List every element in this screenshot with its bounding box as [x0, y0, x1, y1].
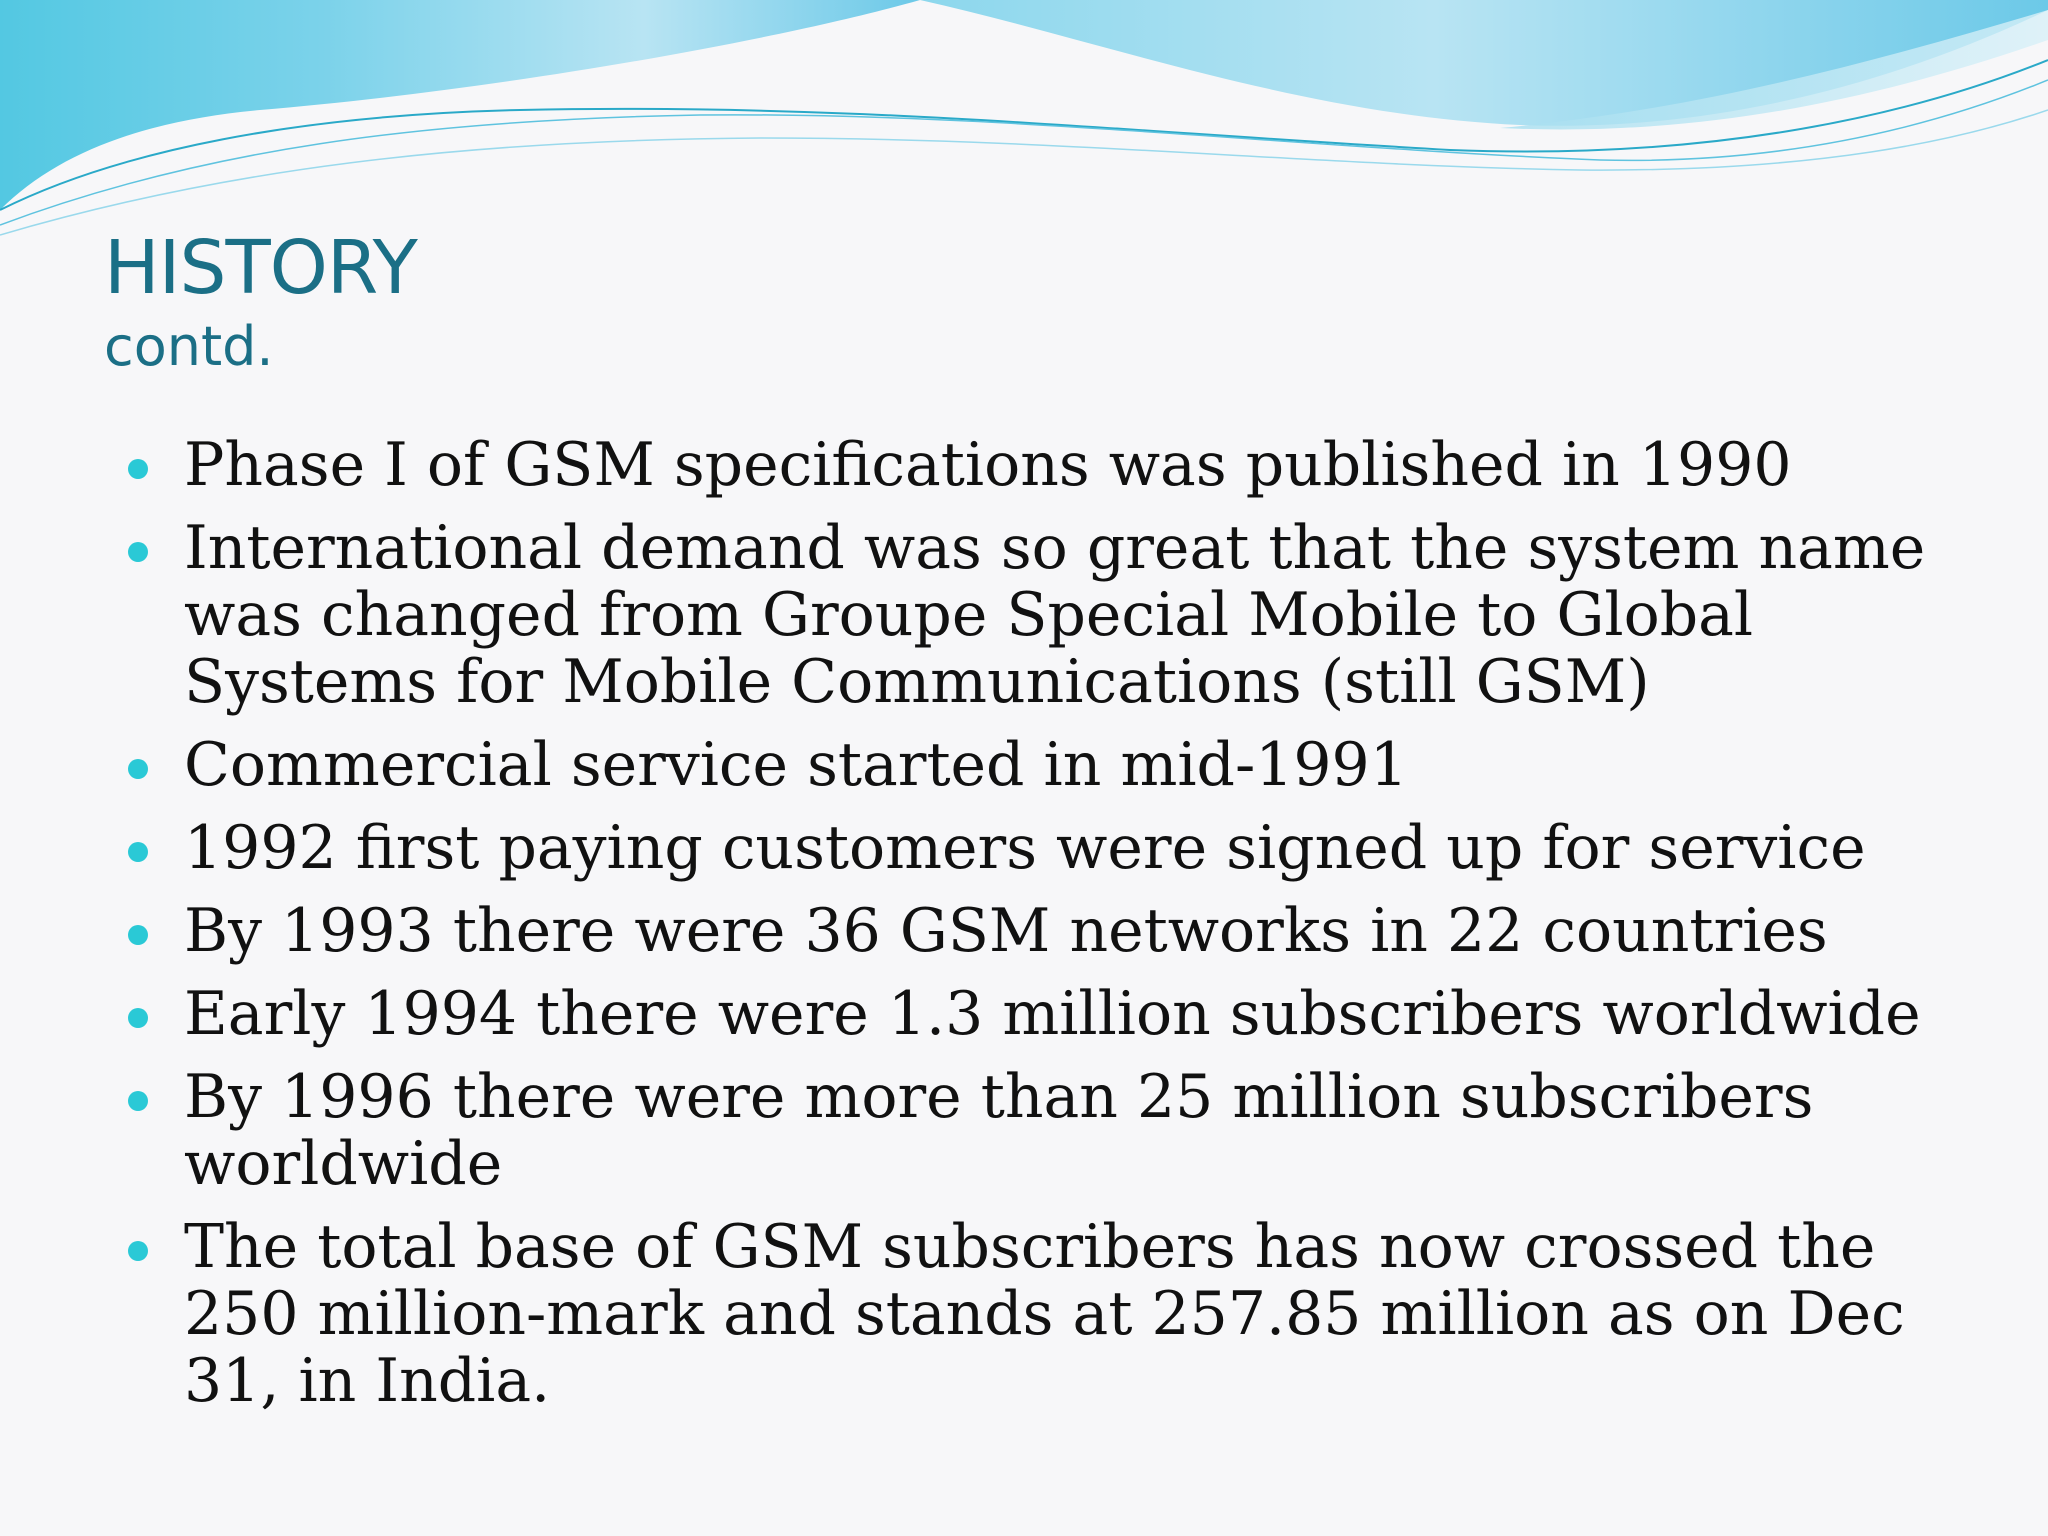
bullet-text: Commercial service started in mid-1991 — [184, 730, 1408, 800]
bullet-text: By 1993 there were 36 GSM networks in 22 countries — [184, 896, 1828, 966]
bullet-dot-icon — [128, 842, 148, 862]
bullet-item — [120, 515, 1980, 716]
bullet-item — [120, 981, 1980, 1048]
bullet-dot-icon — [128, 759, 148, 779]
bullet-dot-icon — [128, 459, 148, 479]
bullet-text: Early 1994 there were 1.3 million subscribers worldwide — [184, 979, 1921, 1049]
bullet-dot-icon — [128, 542, 148, 562]
bullet-text: By 1996 there were more than 25 million subscribers worldwide — [184, 1062, 1814, 1199]
slide-title: HISTORY — [104, 225, 417, 311]
bullet-list — [120, 432, 1980, 1431]
bullet-item — [120, 432, 1980, 499]
bullet-item — [120, 1064, 1980, 1198]
bullet-text: 1992 first paying customers were signed up for service — [184, 813, 1866, 883]
bullet-dot-icon — [128, 925, 148, 945]
title-block — [104, 225, 417, 379]
bullet-dot-icon — [128, 1091, 148, 1111]
bullet-item — [120, 898, 1980, 965]
slide-subtitle: contd. — [104, 315, 274, 379]
header-wave-decoration — [0, 0, 2048, 240]
bullet-dot-icon — [128, 1241, 148, 1261]
bullet-text: International demand was so great that the system name was changed from Groupe Special Mobile to Global Systems for Mobile Communications (still GSM) — [184, 513, 1926, 717]
bullet-item — [120, 1214, 1980, 1415]
bullet-dot-icon — [128, 1008, 148, 1028]
bullet-item — [120, 732, 1980, 799]
bullet-text: The total base of GSM subscribers has now crossed the 250 million-mark and stands at 257.85 million as on Dec 31, in India. — [184, 1212, 1905, 1416]
bullet-text: Phase I of GSM specifications was published in 1990 — [184, 430, 1792, 500]
bullet-item — [120, 815, 1980, 882]
